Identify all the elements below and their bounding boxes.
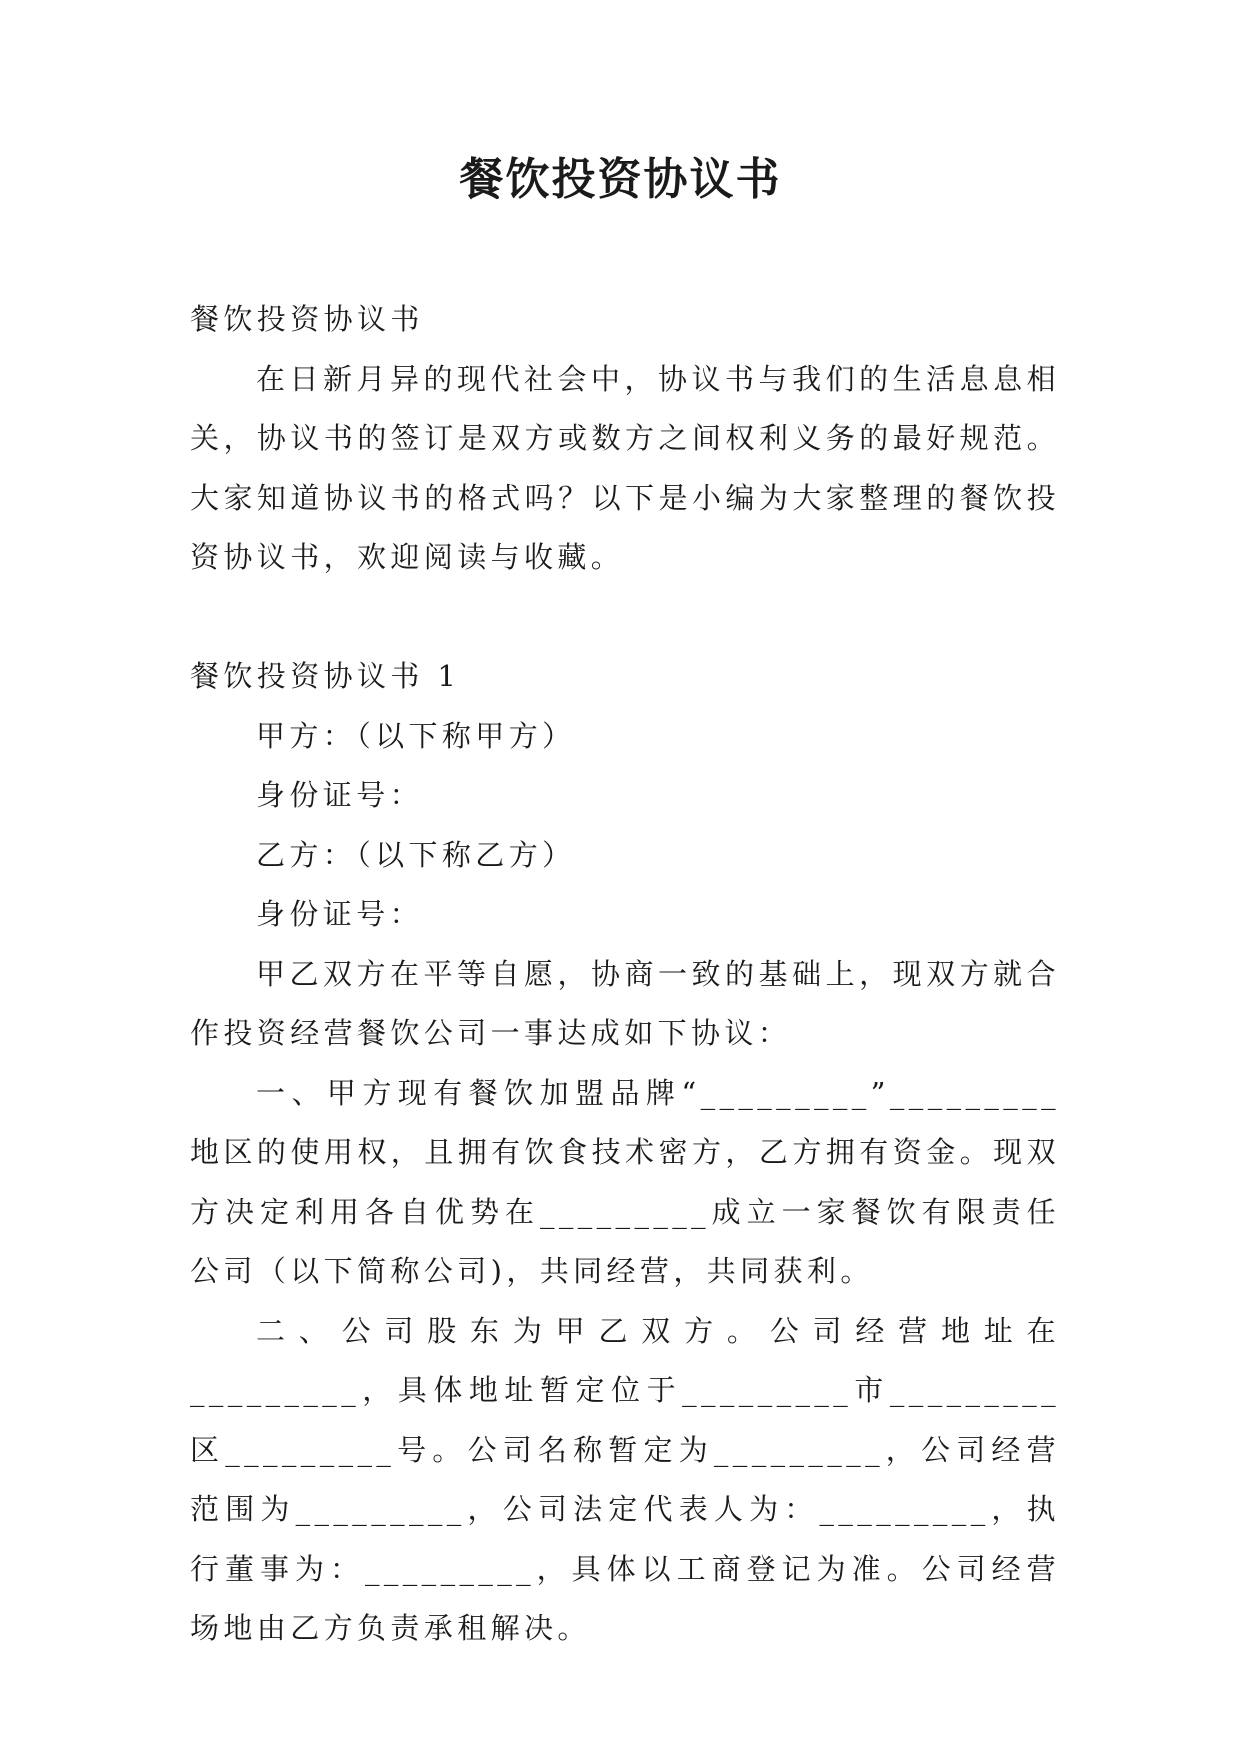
party-a-line: 甲方：（以下称甲方）	[256, 718, 576, 753]
party-b-line: 乙方：（以下称乙方）	[256, 837, 576, 872]
document-title: 餐饮投资协议书	[459, 154, 782, 205]
clause-2-paragraph: 二、公司股东为甲乙双方。公司经营地址在_________，具体地址暂定位于_________市_________区_________号。公司名称暂定为_________，公司经营范围为_________，公司法定代表人为：_________，执行董事为：_________，具体以工商登记为准。公司经营场地由乙方负责承租解决。	[190, 1313, 1060, 1645]
section-heading: 餐饮投资协议书 1	[190, 659, 461, 693]
clause-1-paragraph: 一、甲方现有餐饮加盟品牌“_________”_________地区的使用权，且拥有饮食技术密方，乙方拥有资金。现双方决定利用各自优势在_________成立一家餐饮有限责任公司（以下简称公司)，共同经营，共同获利。	[190, 1075, 1060, 1288]
party-b-id-line: 身份证号：	[256, 897, 424, 931]
paragraph-gap	[190, 588, 1060, 648]
document-body	[190, 290, 1060, 1659]
party-a-id-line: 身份证号：	[256, 778, 424, 812]
intro-heading: 餐饮投资协议书	[190, 302, 424, 336]
preamble-paragraph: 甲乙双方在平等自愿，协商一致的基础上，现双方就合作投资经营餐饮公司一事达成如下协议：	[190, 956, 1060, 1050]
intro-paragraph: 在日新月异的现代社会中，协议书与我们的生活息息相关，协议书的签订是双方或数方之间权利义务的最好规范。大家知道协议书的格式吗？以下是小编为大家整理的餐饮投资协议书，欢迎阅读与收藏。	[190, 361, 1060, 574]
